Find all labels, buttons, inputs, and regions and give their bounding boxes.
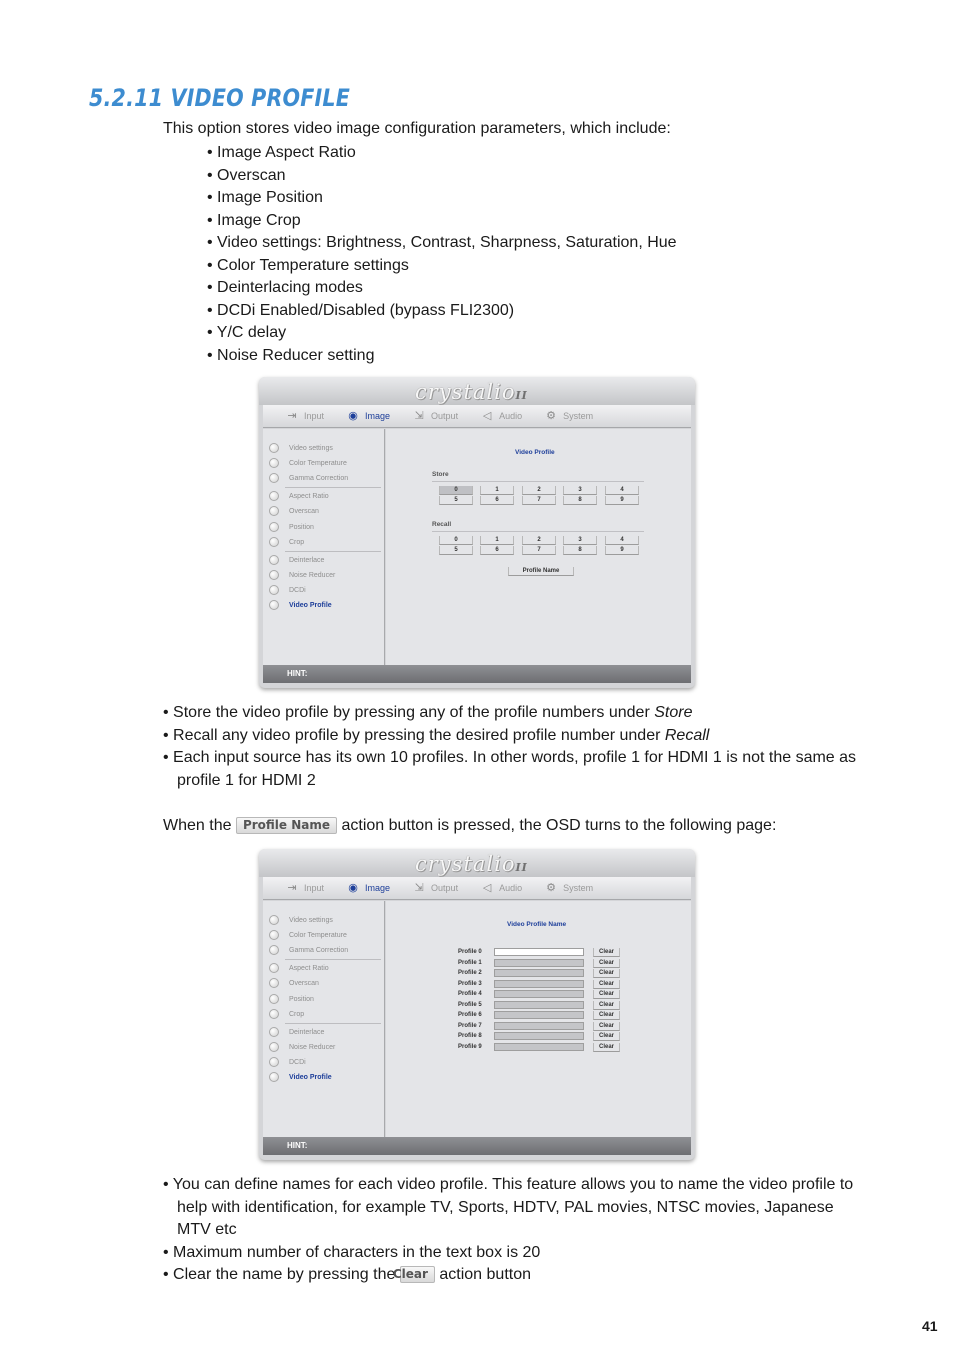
store-button-1[interactable]: 1 <box>480 486 514 495</box>
hint-bar: HINT: <box>263 1137 691 1155</box>
radio-icon <box>269 1027 279 1037</box>
osd-screenshot-video-profile <box>259 377 695 688</box>
radio-icon <box>269 930 279 940</box>
menu-item-dcdi[interactable]: DCDi <box>269 584 306 596</box>
radio-icon <box>269 600 279 610</box>
radio-icon <box>269 537 279 547</box>
profile-name-input[interactable] <box>494 980 584 988</box>
tab-input[interactable]: ⇥ Input <box>285 410 324 422</box>
store-button-2[interactable]: 2 <box>522 486 556 495</box>
list-item: • Noise Reducer setting <box>207 345 677 368</box>
radio-icon <box>269 585 279 595</box>
recall-button-5[interactable]: 5 <box>439 546 473 555</box>
profile-name-input[interactable] <box>494 1001 584 1009</box>
recall-button-7[interactable]: 7 <box>522 546 556 555</box>
list-item: • Image Aspect Ratio <box>207 142 677 165</box>
clear-button[interactable]: Clear <box>593 1001 620 1010</box>
menu-item-video-profile[interactable]: Video Profile <box>269 599 332 611</box>
menu-item-aspect-ratio[interactable]: Aspect Ratio <box>269 962 329 974</box>
list-item: • Deinterlacing modes <box>207 277 677 300</box>
clear-button[interactable]: Clear <box>593 959 620 968</box>
panel-title: Video Profile Name <box>507 921 567 928</box>
menu-divider <box>285 1023 381 1024</box>
tab-audio[interactable]: ◁ Audio <box>480 882 522 894</box>
menu-item-overscan[interactable]: Overscan <box>269 505 319 517</box>
osd-screenshot-video-profile-name <box>259 849 695 1160</box>
section-heading: 5.2.11 VIDEO PROFILE <box>89 84 350 112</box>
crystalio-logo: crystalioII <box>415 380 528 404</box>
radio-icon <box>269 1057 279 1067</box>
list-item: • Store the video profile by pressing any of the profile numbers under Store <box>163 702 863 725</box>
store-button-3[interactable]: 3 <box>563 486 597 495</box>
radio-icon <box>269 994 279 1004</box>
list-item: • Y/C delay <box>207 322 677 345</box>
profile-name-input[interactable] <box>494 1011 584 1019</box>
list-item: • Image Position <box>207 187 677 210</box>
store-button-8[interactable]: 8 <box>563 496 597 505</box>
store-button-5[interactable]: 5 <box>439 496 473 505</box>
clear-button[interactable]: Clear <box>593 1022 620 1031</box>
menu-divider <box>285 959 381 960</box>
profile-name-input[interactable] <box>494 990 584 998</box>
recall-button-1[interactable]: 1 <box>480 536 514 545</box>
radio-icon <box>269 963 279 973</box>
page-number: 41 <box>922 1318 938 1334</box>
radio-icon <box>269 443 279 453</box>
osd-sidebar <box>263 429 385 665</box>
profile-label: Profile 1 <box>458 959 482 966</box>
profile-label: Profile 9 <box>458 1043 482 1050</box>
store-button-9[interactable]: 9 <box>605 496 639 505</box>
profile-label: Profile 7 <box>458 1022 482 1029</box>
list-item: • Video settings: Brightness, Contrast, Sharpness, Saturation, Hue <box>207 232 677 255</box>
list-item: • Recall any video profile by pressing the desired profile number under Recall <box>163 725 863 748</box>
menu-item-video-settings[interactable]: Video settings <box>269 442 333 454</box>
store-button-0[interactable]: 0 <box>439 486 473 495</box>
tab-system[interactable]: ⚙ System <box>544 410 593 422</box>
profile-label: Profile 5 <box>458 1001 482 1008</box>
list-item: • Clear the name by pressing the Clear action button <box>163 1264 865 1287</box>
profile-label: Profile 4 <box>458 991 482 997</box>
recall-button-3[interactable]: 3 <box>563 536 597 545</box>
output-icon: ⇲ <box>414 882 424 894</box>
list-item: • DCDi Enabled/Disabled (bypass FLI2300) <box>207 300 677 323</box>
store-label: Store <box>432 471 449 478</box>
menu-item-crop[interactable]: Crop <box>269 536 304 548</box>
radio-icon <box>269 491 279 501</box>
eye-icon: ◉ <box>348 882 358 894</box>
radio-icon <box>269 555 279 565</box>
tab-output[interactable]: ⇲ Output <box>412 882 458 894</box>
osd-tab-bar <box>263 877 691 900</box>
divider <box>432 531 644 532</box>
tab-input[interactable]: ⇥ Input <box>285 882 324 894</box>
recall-button-2[interactable]: 2 <box>522 536 556 545</box>
profile-label: Profile 2 <box>458 970 482 976</box>
list-item: • Each input source has its own 10 profiles. In other words, profile 1 for HDMI 1 is not the same as profile 1 for HDMI 2 <box>163 747 863 792</box>
list-item: • You can define names for each video profile. This feature allows you to name the video profile to help with identification, for example TV, Sports, HDTV, PAL movies, NTSC movies, Japanese MTV etc <box>163 1174 865 1242</box>
when-line: When the Profile Name action button is pressed, the OSD turns to the following page: <box>163 817 777 834</box>
profile-name-input[interactable] <box>494 1043 584 1051</box>
menu-item-overscan[interactable]: Overscan <box>269 977 319 989</box>
output-icon: ⇲ <box>414 410 424 422</box>
speaker-icon: ◁ <box>482 410 492 422</box>
panel-title: Video Profile <box>515 449 555 456</box>
menu-item-noise-reducer[interactable]: Noise Reducer <box>269 569 335 581</box>
menu-item-aspect-ratio[interactable]: Aspect Ratio <box>269 490 329 502</box>
menu-item-gamma-correction[interactable]: Gamma Correction <box>269 472 348 484</box>
menu-item-position[interactable]: Position <box>269 521 314 533</box>
crystalio-logo: crystalioII <box>415 852 528 876</box>
clear-button[interactable]: Clear <box>593 1032 620 1041</box>
list-item: • Maximum number of characters in the text box is 20 <box>163 1242 865 1265</box>
clear-button[interactable]: Clear <box>593 1043 620 1052</box>
clear-button[interactable]: Clear <box>593 990 620 999</box>
profile-label: Profile 8 <box>458 1033 482 1039</box>
menu-item-crop[interactable]: Crop <box>269 1008 304 1020</box>
input-icon: ⇥ <box>287 410 297 422</box>
profile-name-inline-button: Profile Name <box>236 817 337 834</box>
menu-item-video-settings[interactable]: Video settings <box>269 914 333 926</box>
menu-item-color-temperature[interactable]: Color Temperature <box>269 929 347 941</box>
video-profile-panel <box>386 429 691 665</box>
profile-name-input[interactable] <box>494 959 584 967</box>
recall-button-8[interactable]: 8 <box>563 546 597 555</box>
speaker-icon: ◁ <box>482 882 492 894</box>
clear-button[interactable]: Clear <box>593 969 620 978</box>
clear-button[interactable]: Clear <box>593 948 620 957</box>
profile-label: Profile 0 <box>458 949 482 955</box>
tab-image[interactable]: ◉ Image <box>346 882 390 894</box>
list-item: • Image Crop <box>207 210 677 233</box>
menu-item-position[interactable]: Position <box>269 993 314 1005</box>
eye-icon: ◉ <box>348 410 358 422</box>
recall-button-4[interactable]: 4 <box>605 536 639 545</box>
profile-name-input[interactable] <box>494 1022 584 1030</box>
profile-name-button[interactable]: Profile Name <box>508 567 574 576</box>
list-item: • Color Temperature settings <box>207 255 677 278</box>
menu-item-color-temperature[interactable]: Color Temperature <box>269 457 347 469</box>
tab-system[interactable]: ⚙ System <box>544 882 593 894</box>
menu-divider <box>285 487 381 488</box>
intro-text: This option stores video image configuration parameters, which include: <box>163 120 671 137</box>
recall-label: Recall <box>432 521 452 528</box>
menu-item-video-profile[interactable]: Video Profile <box>269 1071 332 1083</box>
clear-button[interactable]: Clear <box>593 1011 620 1020</box>
osd-sidebar <box>263 901 385 1137</box>
radio-icon <box>269 522 279 532</box>
clear-inline-button: Clear <box>400 1266 435 1283</box>
menu-divider <box>285 551 381 552</box>
recall-button-9[interactable]: 9 <box>605 546 639 555</box>
radio-icon <box>269 945 279 955</box>
menu-item-dcdi[interactable]: DCDi <box>269 1056 306 1068</box>
radio-icon <box>269 570 279 580</box>
tab-image[interactable]: ◉ Image <box>346 410 390 422</box>
hint-bar: HINT: <box>263 665 691 683</box>
feature-list <box>207 142 677 367</box>
store-button-6[interactable]: 6 <box>480 496 514 505</box>
profile-name-input[interactable] <box>494 948 584 956</box>
recall-button-0[interactable]: 0 <box>439 536 473 545</box>
recall-button-6[interactable]: 6 <box>480 546 514 555</box>
menu-item-noise-reducer[interactable]: Noise Reducer <box>269 1041 335 1053</box>
profile-name-input[interactable] <box>494 969 584 977</box>
osd-banner <box>259 849 695 877</box>
clear-button[interactable]: Clear <box>593 980 620 989</box>
menu-item-gamma-correction[interactable]: Gamma Correction <box>269 944 348 956</box>
radio-icon <box>269 473 279 483</box>
video-profile-name-panel <box>386 901 691 1137</box>
input-icon: ⇥ <box>287 882 297 894</box>
osd-banner <box>259 377 695 405</box>
radio-icon <box>269 1072 279 1082</box>
radio-icon <box>269 978 279 988</box>
tab-audio[interactable]: ◁ Audio <box>480 410 522 422</box>
radio-icon <box>269 915 279 925</box>
store-button-7[interactable]: 7 <box>522 496 556 505</box>
tab-output[interactable]: ⇲ Output <box>412 410 458 422</box>
profile-label: Profile 6 <box>458 1012 482 1018</box>
list-item: • Overscan <box>207 165 677 188</box>
radio-icon <box>269 506 279 516</box>
profile-label: Profile 3 <box>458 980 482 987</box>
gear-icon: ⚙ <box>546 410 557 422</box>
divider <box>432 481 644 482</box>
menu-item-deinterlace[interactable]: Deinterlace <box>269 554 324 566</box>
radio-icon <box>269 1042 279 1052</box>
gear-icon: ⚙ <box>546 882 557 894</box>
profile-name-input[interactable] <box>494 1032 584 1040</box>
radio-icon <box>269 1009 279 1019</box>
profile-name-notes <box>163 1174 865 1287</box>
store-recall-notes <box>163 702 863 792</box>
radio-icon <box>269 458 279 468</box>
store-button-4[interactable]: 4 <box>605 486 639 495</box>
osd-tab-bar <box>263 405 691 428</box>
menu-item-deinterlace[interactable]: Deinterlace <box>269 1026 324 1038</box>
